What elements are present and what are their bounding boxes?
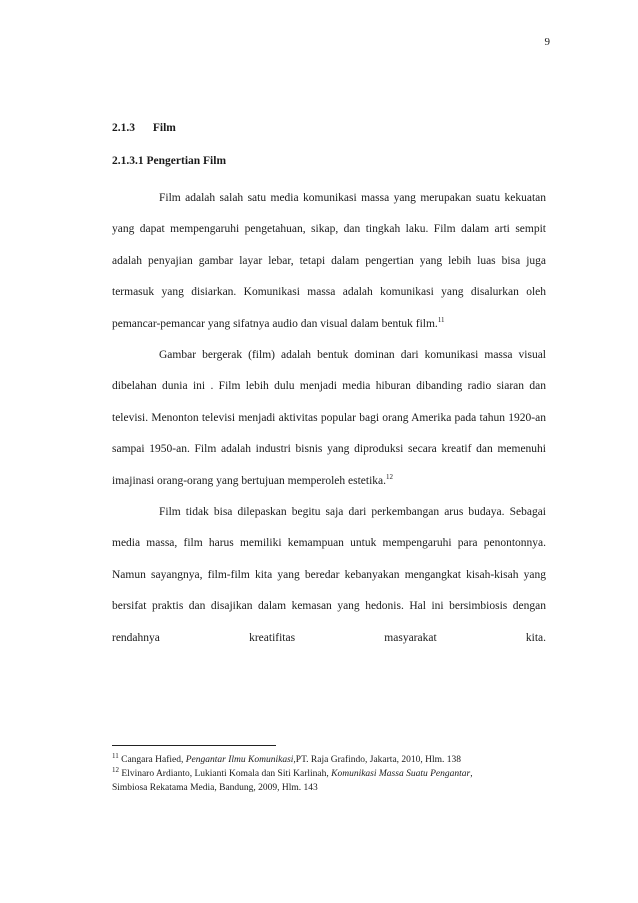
paragraph (112, 183, 546, 340)
paragraph (112, 497, 546, 654)
paragraph (112, 340, 546, 497)
footnote-number: 12 (112, 765, 119, 774)
section-title: Film (152, 122, 176, 134)
footnote-text: Cangara Hafied, (121, 755, 186, 765)
footnote-number: 11 (112, 751, 119, 760)
footnote-text: , (470, 769, 473, 779)
footnote-reference: 11 (437, 315, 445, 324)
footnote (112, 753, 546, 767)
footnote-divider (112, 745, 276, 746)
subsection-title: Pengertian Film (146, 155, 227, 167)
paragraph-text: Gambar bergerak (film) adalah bentuk dominan dari komunikasi massa visual dibelahan dunia ini . Film lebih dulu menjadi media hiburan dibanding radio siaran dan televisi. Menonton televisi menjadi aktivitas popular bagi orang Amerika pada tahun 1920-an sampai 1950-an. Film adalah industri bisnis yang diproduksi secara kreatif dan memenuhi imajinasi orang-orang yang bertujuan memperoleh estetika. (112, 349, 546, 487)
footnote-reference: 12 (386, 472, 393, 481)
footnote-title: Pengantar Ilmu Komunikasi (185, 755, 294, 765)
body-text (112, 183, 546, 654)
footnote-text: ,PT. Raja Grafindo, Jakarta, 2010, Hlm. 138 (293, 755, 462, 765)
footnotes (112, 753, 546, 795)
paragraph-text: Film tidak bisa dilepaskan begitu saja dari perkembangan arus budaya. Sebagai media massa, film harus memiliki kemampuan untuk mempengaruhi para penontonnya. Namun sayangnya, film-film kita yang beredar kebanyakan mengangkat kisah-kisah yang bersifat praktis dan disajikan dalam kemasan yang hedonis. Hal ini bersimbiosis dengan rendahnya kreatifitas masyarakat kita. (112, 506, 546, 644)
footnote-title: Komunikasi Massa Suatu Pengantar (331, 769, 471, 779)
footnote-text: Elvinaro Ardianto, Lukianti Komala dan Siti Karlinah, (121, 769, 332, 779)
page-number: 9 (544, 36, 550, 48)
subsection-number: 2.1.3.1 (112, 155, 144, 167)
footnote-text: Simbiosa Rekatama Media, Bandung, 2009, Hlm. 143 (112, 783, 318, 793)
section-number: 2.1.3 (112, 122, 135, 134)
section-heading (112, 122, 176, 134)
paragraph-text: Film adalah salah satu media komunikasi massa yang merupakan suatu kekuatan yang dapat mempengaruhi pengetahuan, sikap, dan tingkah laku. Film dalam arti sempit adalah penyajian gambar layar lebar, tetapi dalam pengertian yang lebih luas bisa juga termasuk yang disiarkan. Komunikasi massa adalah komunikasi yang disalurkan oleh pemancar-pemancar yang sifatnya audio dan visual dalam bentuk film. (112, 192, 546, 330)
subsection-heading (112, 155, 226, 167)
footnote-continuation (112, 781, 546, 795)
footnote (112, 767, 546, 781)
